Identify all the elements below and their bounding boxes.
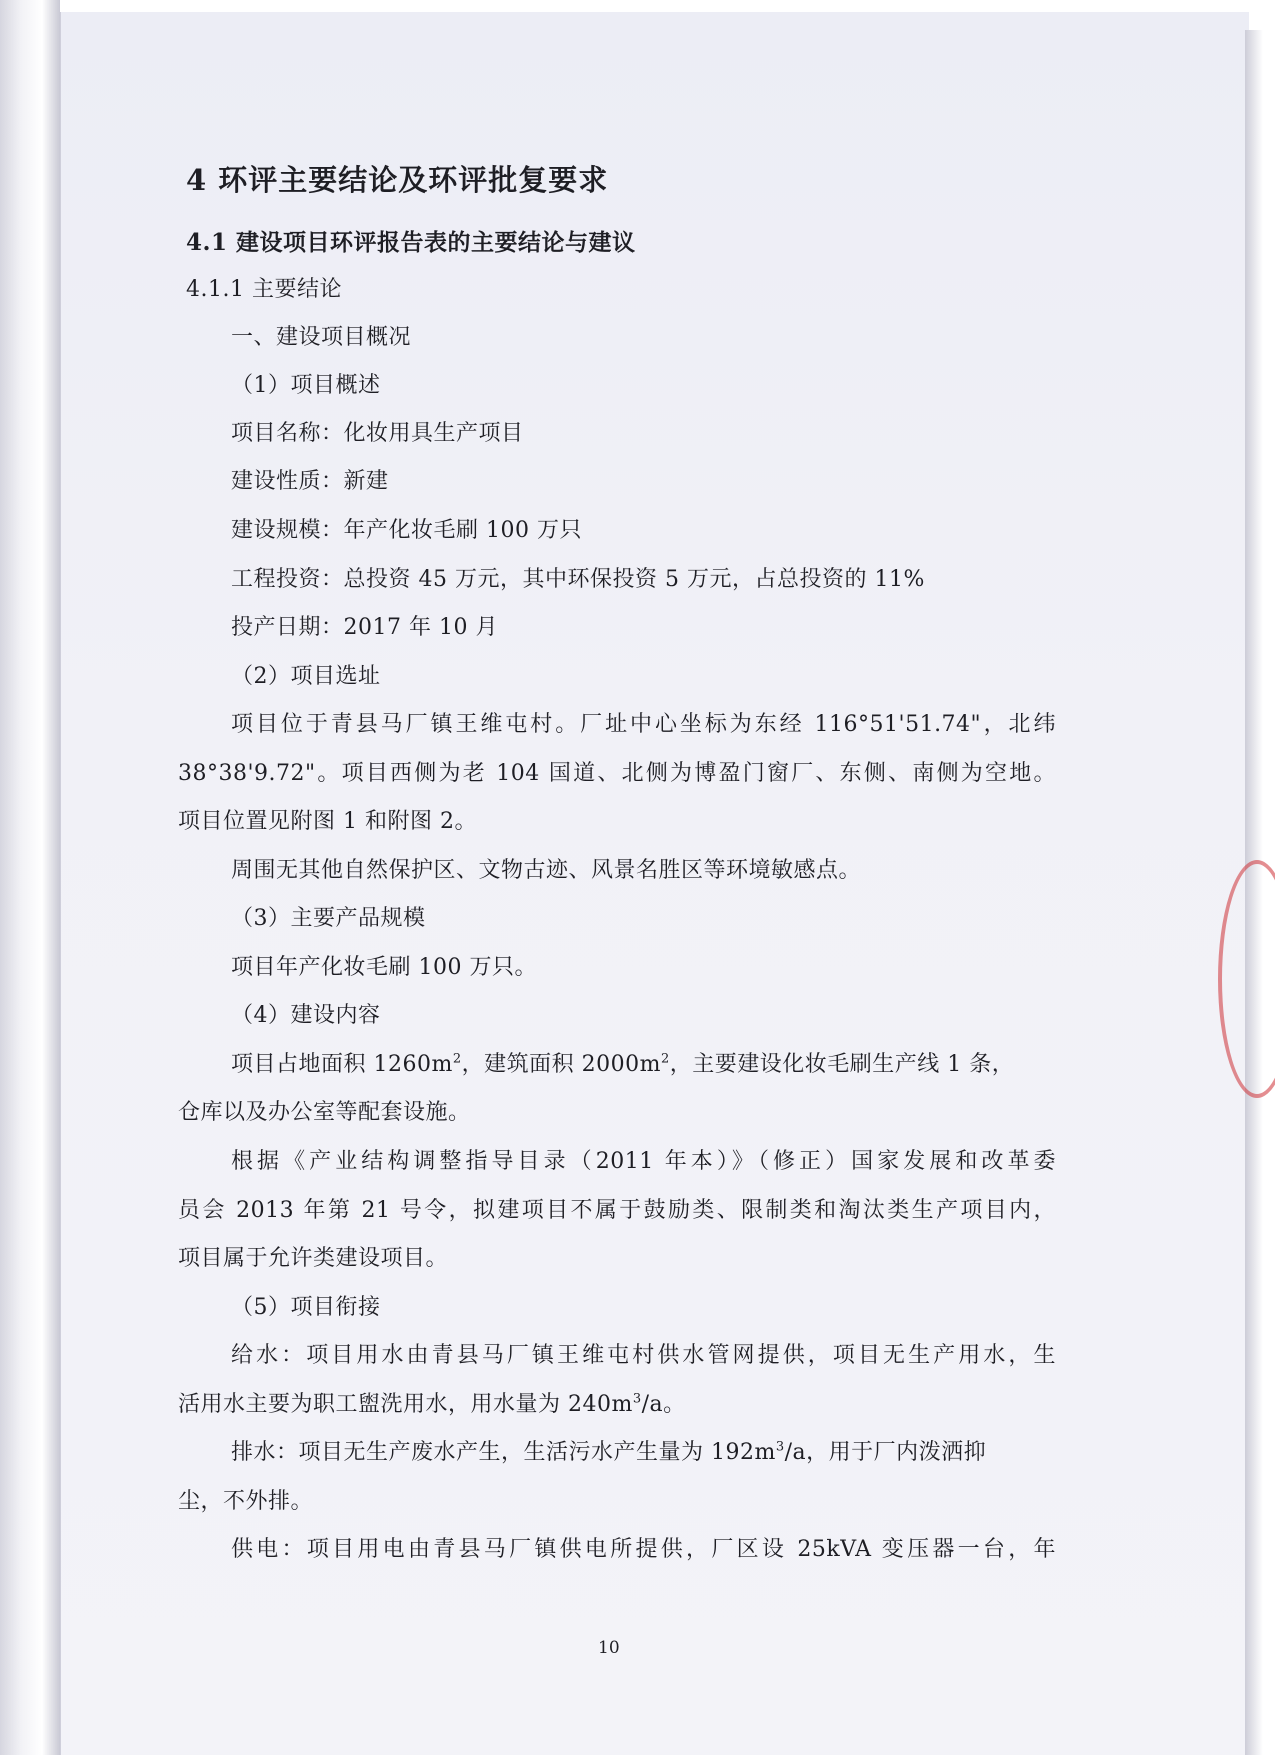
text-fragment: 项目占地面积 1260m <box>231 1052 453 1077</box>
subsection-title: 4.1 建设项目环评报告表的主要结论与建议 <box>186 229 636 256</box>
paragraph-line: 周围无其他自然保护区、文物古迹、风景名胜区等环境敏感点。 <box>231 858 862 883</box>
investment: 工程投资：总投资 45 万元，其中环保投资 5 万元，占总投资的 11% <box>231 567 925 592</box>
part-heading: 一、建设项目概况 <box>231 325 412 350</box>
text-fragment: /a。 <box>641 1392 686 1417</box>
paragraph-line: 供电：项目用电由青县马厂镇供电所提供，厂区设 25kVA 变压器一台，年 <box>231 1537 1056 1562</box>
section-title: 4 环评主要结论及环评批复要求 <box>186 163 609 197</box>
paragraph-line: 项目年产化妆毛刷 100 万只。 <box>231 955 537 980</box>
paragraph-line: 尘，不外排。 <box>178 1489 314 1514</box>
paragraph-line: 项目位置见附图 1 和附图 2。 <box>178 809 477 834</box>
book-binding-shadow <box>0 0 60 1755</box>
paragraph-line <box>231 1438 986 1468</box>
paragraph-line: 根据《产业结构调整指导目录（2011 年本）》（修正）国家发展和改革委 <box>231 1149 1056 1174</box>
paragraph-line: 给水：项目用水由青县马厂镇王维屯村供水管网提供，项目无生产用水，生 <box>231 1343 1056 1368</box>
page-number: 10 <box>598 1638 620 1658</box>
paragraph-line: 项目位于青县马厂镇王维屯村。厂址中心坐标为东经 116°51'51.74"，北纬 <box>231 712 1056 737</box>
superscript: 2 <box>660 1051 670 1067</box>
superscript: 2 <box>452 1051 462 1067</box>
construction-scale: 建设规模：年产化妆毛刷 100 万只 <box>231 518 582 543</box>
project-name: 项目名称：化妆用具生产项目 <box>231 421 524 446</box>
superscript: 3 <box>632 1391 642 1407</box>
superscript: 3 <box>775 1439 785 1455</box>
paragraph-line <box>178 1390 686 1420</box>
text-fragment: 活用水主要为职工盥洗用水，用水量为 240m <box>178 1392 633 1417</box>
item-heading: （3）主要产品规模 <box>231 906 426 931</box>
text-fragment: ，主要建设化妆毛刷生产线 1 条， <box>669 1052 1015 1077</box>
item-heading: （1）项目概述 <box>231 373 381 398</box>
paragraph-line: 仓库以及办公室等配套设施。 <box>178 1100 471 1125</box>
paragraph-line: 项目属于允许类建设项目。 <box>178 1246 449 1271</box>
item-heading: （4）建设内容 <box>231 1003 381 1028</box>
item-heading: （2）项目选址 <box>231 664 381 689</box>
item-heading: （5）项目衔接 <box>231 1295 381 1320</box>
text-fragment: ，建筑面积 2000m <box>461 1052 661 1077</box>
text-fragment: /a，用于厂内泼洒抑 <box>784 1440 987 1465</box>
subsubsection-title: 4.1.1 主要结论 <box>186 277 342 302</box>
paragraph-line: 38°38'9.72"。项目西侧为老 104 国道、北侧为博盈门窗厂、东侧、南侧为空地。 <box>178 761 1056 786</box>
paragraph-line: 员会 2013 年第 21 号令，拟建项目不属于鼓励类、限制类和淘汰类生产项目内， <box>178 1198 1056 1223</box>
paragraph-line <box>231 1050 1014 1080</box>
construction-nature: 建设性质：新建 <box>231 469 389 494</box>
text-fragment: 排水：项目无生产废水产生，生活污水产生量为 192m <box>231 1440 776 1465</box>
production-date: 投产日期：2017 年 10 月 <box>231 615 498 640</box>
